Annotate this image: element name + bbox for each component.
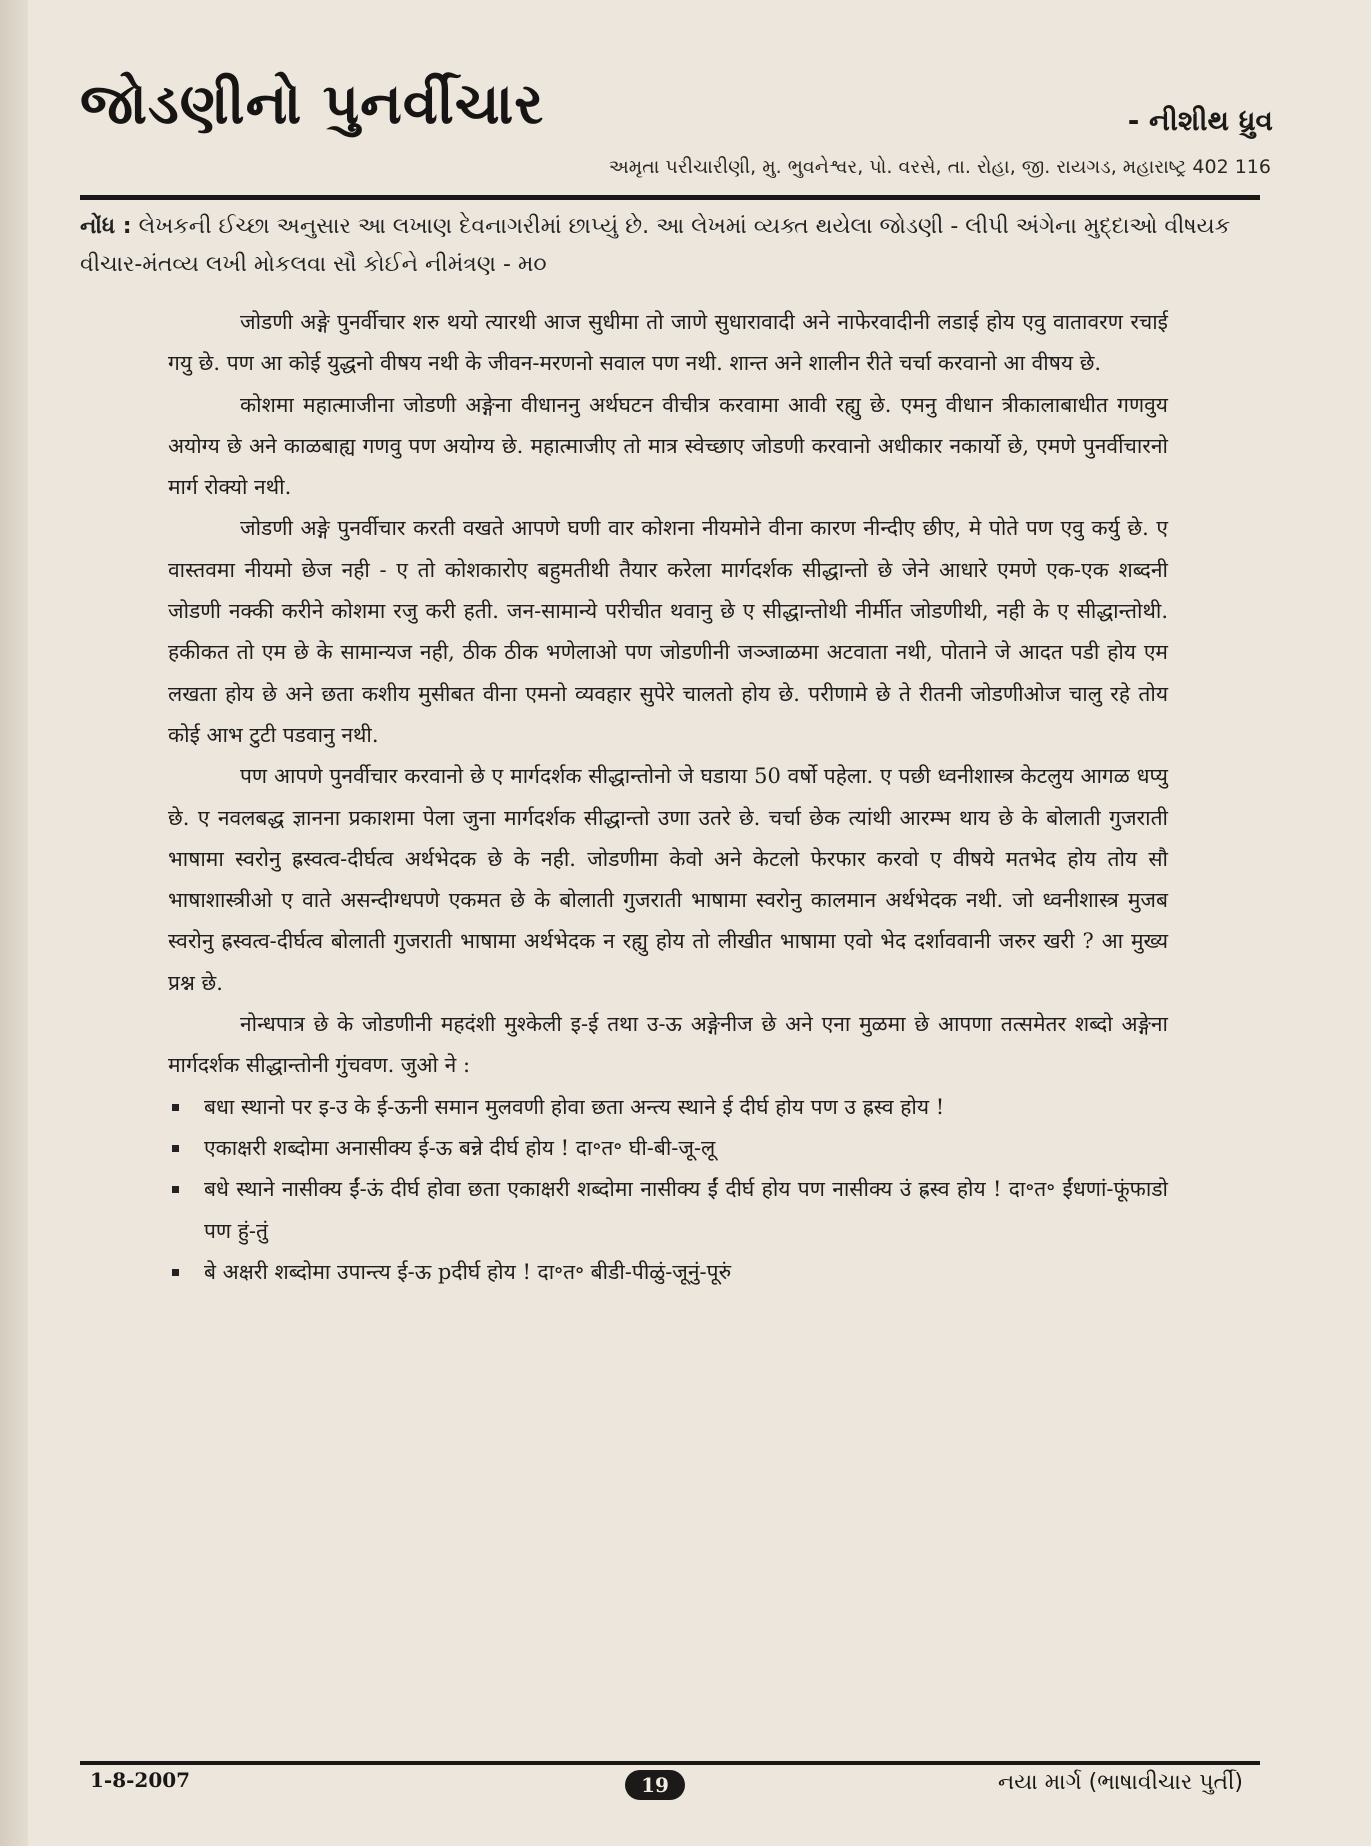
page-binding-edge [0,0,28,1846]
editor-note [80,208,1270,284]
issue-date: 1-8-2007 [90,1768,191,1792]
document-page [28,0,1371,1846]
bullet-text: बधे स्थाने नासीक्य ईं-ऊं दीर्घ होवा छता एकाक्षरी शब्दोमा नासीक्य ईं दीर्घ होय पण नासीक्य उं ह्रस्व होय ! दा॰त॰ ईंधणां-फूंफाडो पण हुं-तुं [204,1177,1168,1243]
bullet-item [168,1087,1168,1128]
bullet-text: बधा स्थानो पर इ-उ के ई-ऊनी समान मुलवणी होवा छता अन्त्य स्थाने ई दीर्घ होय पण उ ह्रस्व होय ! [204,1094,945,1119]
square-bullet-icon [172,1104,179,1111]
page-number: 19 [625,1770,685,1800]
bullet-item [168,1128,1168,1169]
magazine-name: નયા માર્ગ (ભાષાવીચાર પુર્તી) [997,1770,1243,1795]
bullet-text: एकाक्षरी शब्दोमा अनासीक्य ई-ऊ बन्ने दीर्घ होय ! दा॰त॰ घी-बी-जू-लू [204,1135,716,1160]
paragraph-4: पण आपणे पुनर्वीचार करवानो छे ए मार्गदर्शक सीद्धान्तोनो जे घडाया 50 वर्षो पहेला. ए पछी ध्वनीशास्त्र केटलुय आगळ धप्यु छे. ए नवलबद्ध ज्ञानना प्रकाशमा पेला जुना मार्गदर्शक सीद्धान्तो उणा उतरे छे. चर्चा छेक त्यांथी आरम्भ थाय छे के बोलाती गुजराती भाषामा स्वरोनु ह्रस्वत्व-दीर्घत्व अर्थभेदक छे के नही. जोडणीमा केवो अने केटलो फेरफार करवो ए वीषये मतभेद होय तोय सौ भाषाशास्त्रीओ ए वाते असन्दीग्धपणे एकमत छे के बोलाती गुजराती भाषामा स्वरोनु कालमान अर्थभेदक नथी. जो ध्वनीशास्त्र मुजब स्वरोनु ह्रस्वत्व-दीर्घत्व बोलाती गुजराती भाषामा अर्थभेदक न रह्यु होय तो लीखीत भाषामा एवो भेद दर्शाववानी जरुर खरी ? आ मुख्य प्रश्न छे. [168,764,1168,995]
footer-divider [80,1761,1260,1765]
square-bullet-icon [172,1145,179,1152]
header-divider [80,195,1260,200]
bullet-list [168,1087,1168,1293]
bullet-item [168,1169,1168,1252]
bullet-text: बे अक्षरी शब्दोमा उपान्त्य ई-ऊ pदीर्घ होय ! दा॰त॰ बीडी-पीळुं-जूनुं-पूरुं [204,1259,732,1284]
paragraph-1: जोडणी अङ्गे पुनर्वीचार शरु थयो त्यारथी आज सुधीमा तो जाणे सुधारावादी अने नाफेरवादीनी लडाई होय एवु वातावरण रचाई गयु छे. पण आ कोई युद्धनो वीषय नथी के जीवन-मरणनो सवाल पण नथी. शान्त अने शालीन रीते चर्चा करवानो आ वीषय छे. [168,310,1168,376]
note-text: લેખકની ઈચ્છા અનુસાર આ લખાણ દેવનાગરીમાં છાપ્યું છે. આ લેખમાં વ્યક્ત થયેલા જોડણી - લીપી અંગેના મુદ્દાઓ વીષયક વીચાર-મંતવ્ય લખી મોકલવા સૌ કોઈને નીમંત્રણ - મ૦ [80,214,1231,277]
author-address: અમૃતા પરીચારીણી, મુ. ભુવનેશ્વર, પો. વરસે, તા. રોહા, જી. રાયગડ, મહારાષ્ટ્ર 402 116 [608,156,1271,178]
article-body [168,302,1168,1293]
paragraph-2: कोशमा महात्माजीना जोडणी अङ्गेना वीधाननु अर्थघटन वीचीत्र करवामा आवी रह्यु छे. एमनु वीधान त्रीकालाबाधीत गणवुय अयोग्य छे अने काळबाह्य गणवु पण अयोग्य छे. महात्माजीए तो मात्र स्वेच्छाए जोडणी करवानो अधीकार नकार्यो छे, एमणे पुनर्वीचारनो मार्ग रोक्यो नथी. [168,392,1168,500]
note-label: નોંધ : [80,214,132,239]
square-bullet-icon [172,1269,179,1276]
article-author: - નીશીથ ધ્રુવ [1127,104,1273,137]
paragraph-5: नोन्धपात्र छे के जोडणीनी महदंशी मुश्केली इ-ई तथा उ-ऊ अङ्गेनीज छे अने एना मुळमा छे आपणा तत्समेतर शब्दो अङ्गेना मार्गदर्शक सीद्धान्तोनी गुंचवण. जुओ ने : [168,1012,1168,1078]
article-title: જોડણીનો પુનર્વીચાર [80,72,545,137]
bullet-item [168,1252,1168,1293]
square-bullet-icon [172,1186,179,1193]
paragraph-3: जोडणी अङ्गे पुनर्वीचार करती वखते आपणे घणी वार कोशना नीयमोने वीना कारण नीन्दीए छीए, मे पोते पण एवु कर्यु छे. ए वास्तवमा नीयमो छेज नही - ए तो कोशकारोए बहुमतीथी तैयार करेला मार्गदर्शक सीद्धान्तो छे जेने आधारे एमणे एक-एक शब्दनी जोडणी नक्की करीने कोशमा रजु करी हती. जन-सामान्ये परीचीत थवानु छे ए सीद्धान्तोथी नीर्मीत जोडणीथी, नही के ए सीद्धान्तोथी. हकीकत तो एम छे के सामान्यज नही, ठीक ठीक भणेलाओ पण जोडणीनी जञ्जाळमा अटवाता नथी, पोताने जे आदत पडी होय एम लखता होय छे अने छता कशीय मुसीबत वीना एमनो व्यवहार सुपेरे चालतो होय छे. परीणामे छे ते रीतनी जोडणीओज चालु रहे तोय कोई आभ टुटी पडवानु नथी. [168,516,1168,747]
